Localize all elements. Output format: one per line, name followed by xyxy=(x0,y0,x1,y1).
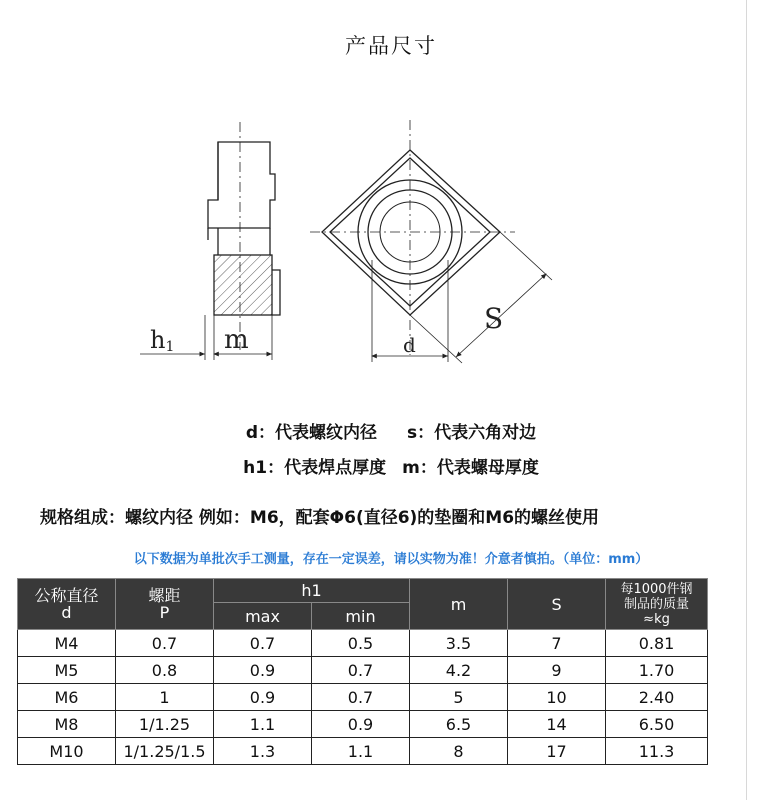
cell-s: 10 xyxy=(508,684,606,711)
cell-h1-max: 1.3 xyxy=(214,738,312,765)
page-title: 产品尺寸 xyxy=(345,34,437,58)
cell-p: 1/1.25 xyxy=(116,711,214,738)
cell-weight: 2.40 xyxy=(606,684,708,711)
cell-weight: 6.50 xyxy=(606,711,708,738)
header-pitch: 螺距 P xyxy=(116,579,214,630)
cell-weight: 1.70 xyxy=(606,657,708,684)
cell-h1-min: 1.1 xyxy=(312,738,410,765)
table-row xyxy=(18,738,708,765)
cell-h1-max: 0.9 xyxy=(214,684,312,711)
cell-p: 0.7 xyxy=(116,630,214,657)
cell-p: 1/1.25/1.5 xyxy=(116,738,214,765)
legend-row-2 xyxy=(0,453,782,478)
measurement-note: 以下数据为单批次手工测量，存在一定误差，请以实物为准！介意者慎拍。（单位：mm） xyxy=(133,552,649,567)
table-row xyxy=(18,711,708,738)
cell-d: M5 xyxy=(18,657,116,684)
header-weight: 每1000件钢 制品的质量 ≈kg xyxy=(606,579,708,630)
legend-h1: h1：代表焊点厚度 xyxy=(243,458,387,478)
legend-d: d：代表螺纹内径 xyxy=(245,423,378,443)
header-h1: h1 xyxy=(214,579,410,603)
label-d: d xyxy=(403,333,416,357)
cell-h1-min: 0.7 xyxy=(312,657,410,684)
cell-p: 1 xyxy=(116,684,214,711)
cell-p: 0.8 xyxy=(116,657,214,684)
label-m: m xyxy=(224,325,249,355)
cell-d: M6 xyxy=(18,684,116,711)
cell-weight: 0.81 xyxy=(606,630,708,657)
cell-s: 9 xyxy=(508,657,606,684)
table-row xyxy=(18,630,708,657)
table-row xyxy=(18,657,708,684)
cell-s: 17 xyxy=(508,738,606,765)
cell-m: 4.2 xyxy=(410,657,508,684)
cell-h1-max: 0.9 xyxy=(214,657,312,684)
cell-m: 8 xyxy=(410,738,508,765)
header-h1-max: max xyxy=(214,603,312,630)
cell-d: M8 xyxy=(18,711,116,738)
header-nominal-diameter: 公称直径 d xyxy=(18,579,116,630)
legend-s: s：代表六角对边 xyxy=(407,423,537,443)
technical-drawing xyxy=(0,110,782,380)
label-h1: h1 xyxy=(150,326,175,355)
header-s: S xyxy=(508,579,606,630)
cell-s: 7 xyxy=(508,630,606,657)
header-m: m xyxy=(410,579,508,630)
legend-row-1 xyxy=(0,418,782,443)
cell-m: 5 xyxy=(410,684,508,711)
cell-h1-min: 0.7 xyxy=(312,684,410,711)
cell-h1-min: 0.5 xyxy=(312,630,410,657)
cell-weight: 11.3 xyxy=(606,738,708,765)
spec-description: 规格组成：螺纹内径 例如：M6，配套Φ6(直径6)的垫圈和M6的螺丝使用 xyxy=(40,508,600,528)
cell-h1-max: 0.7 xyxy=(214,630,312,657)
cell-m: 6.5 xyxy=(410,711,508,738)
front-view xyxy=(310,120,552,363)
dimension-table xyxy=(17,578,708,765)
cell-d: M10 xyxy=(18,738,116,765)
legend-m: m：代表螺母厚度 xyxy=(402,458,539,478)
cell-s: 14 xyxy=(508,711,606,738)
label-s: S xyxy=(484,302,504,335)
cell-m: 3.5 xyxy=(410,630,508,657)
cell-h1-min: 0.9 xyxy=(312,711,410,738)
cell-d: M4 xyxy=(18,630,116,657)
cell-h1-max: 1.1 xyxy=(214,711,312,738)
header-h1-min: min xyxy=(312,603,410,630)
table-row xyxy=(18,684,708,711)
side-view xyxy=(140,122,280,360)
